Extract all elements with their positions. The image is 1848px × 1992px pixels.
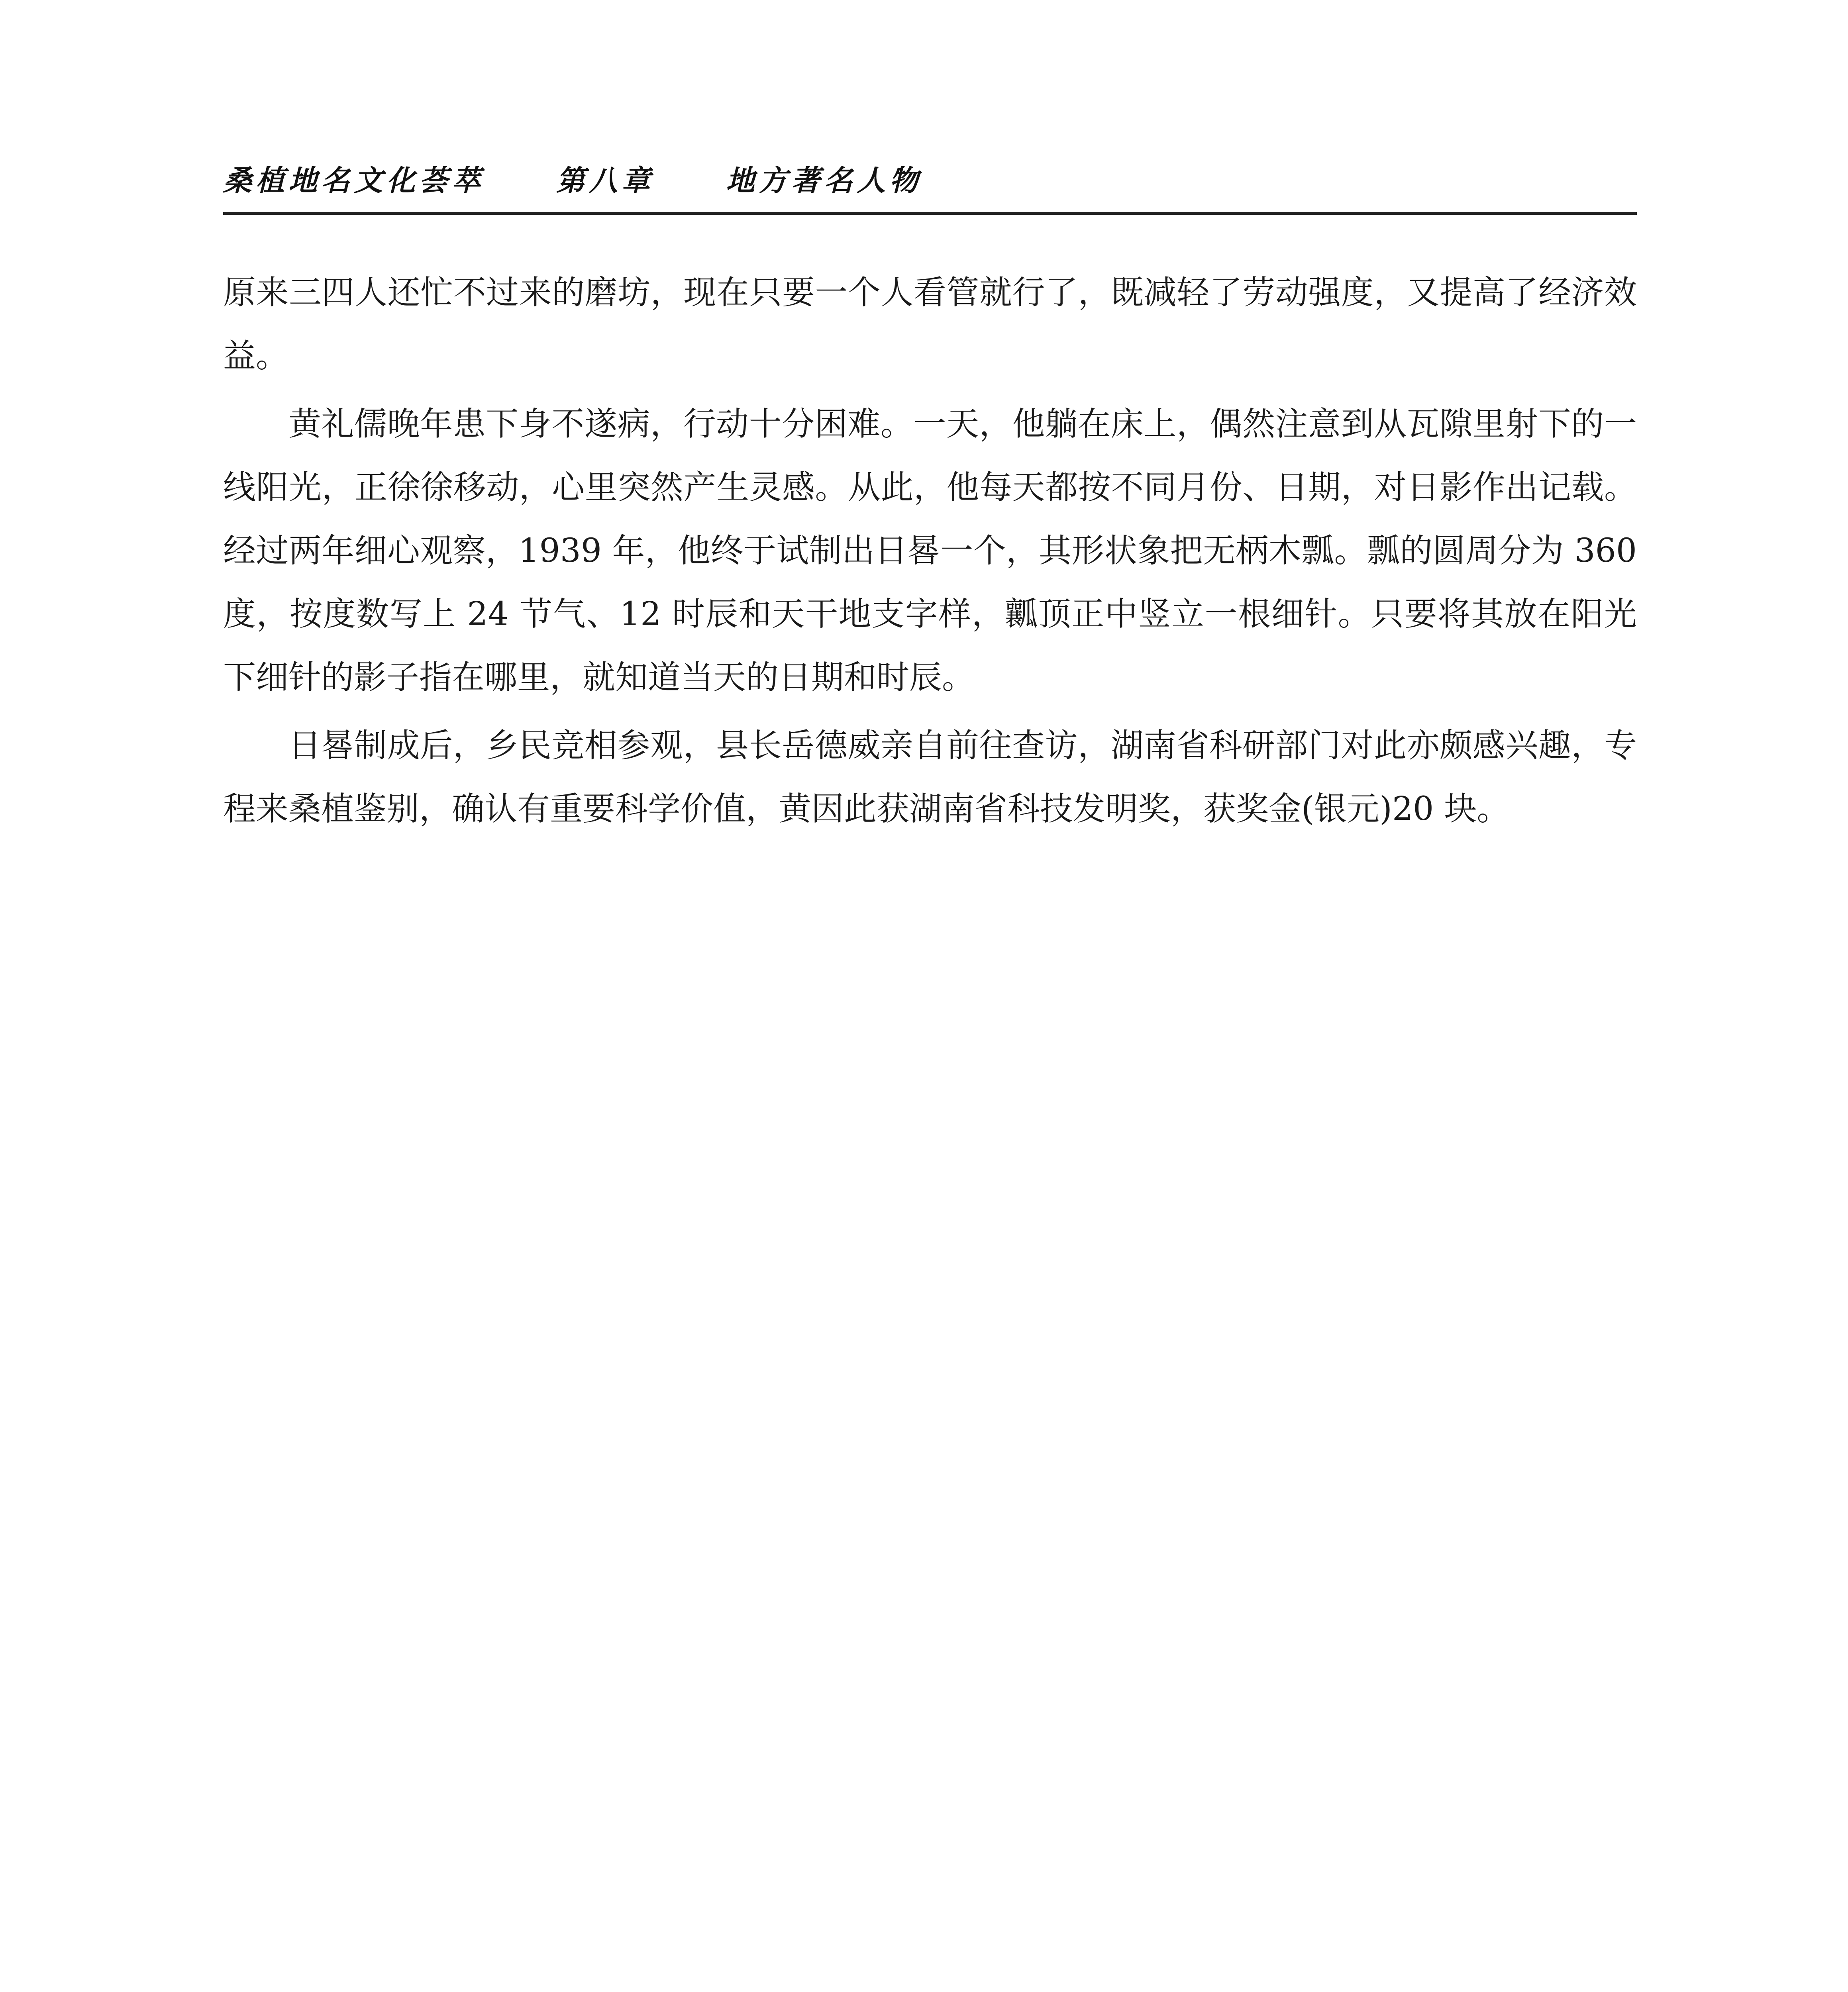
book-title: 桑植地名文化荟萃 <box>223 163 485 197</box>
paragraph-sundial-invention: 黄礼儒晚年患下身不遂病，行动十分困难。一天，他躺在床上，偶然注意到从瓦隙里射下的一线阳光，正徐徐移动，心里突然产生灵感。从此，他每天都按不同月份、日期，对日影作出记载。经过两年细心观察，1939 年，他终于试制出日晷一个，其形状象把无柄木瓢。瓢的圆周分为 360 度，按度数写上 24 节气、12 时辰和天干地支字样，瓤顶正中竖立一根细针。只要将其放在阳光下细针的影子指在哪里，就知道当天的日期和时辰。 <box>223 405 1637 696</box>
chapter-number: 第八章 <box>556 163 655 197</box>
chapter-title: 地方著名人物 <box>726 163 922 197</box>
body-text <box>223 261 1637 845</box>
header-rule <box>223 212 1637 215</box>
paragraph-continued: 原来三四人还忙不过来的磨坊，现在只要一个人看管就行了，既减轻了劳动强度，又提高了经济效益。 <box>223 274 1637 375</box>
paragraph-sundial-recognition: 日晷制成后，乡民竞相参观，县长岳德威亲自前往查访，湖南省科研部门对此亦颇感兴趣，专程来桑植鉴别，确认有重要科学价值，黄因此获湖南省科技发明奖，获奖金(银元)20 块。 <box>223 727 1637 828</box>
running-header <box>223 157 922 205</box>
